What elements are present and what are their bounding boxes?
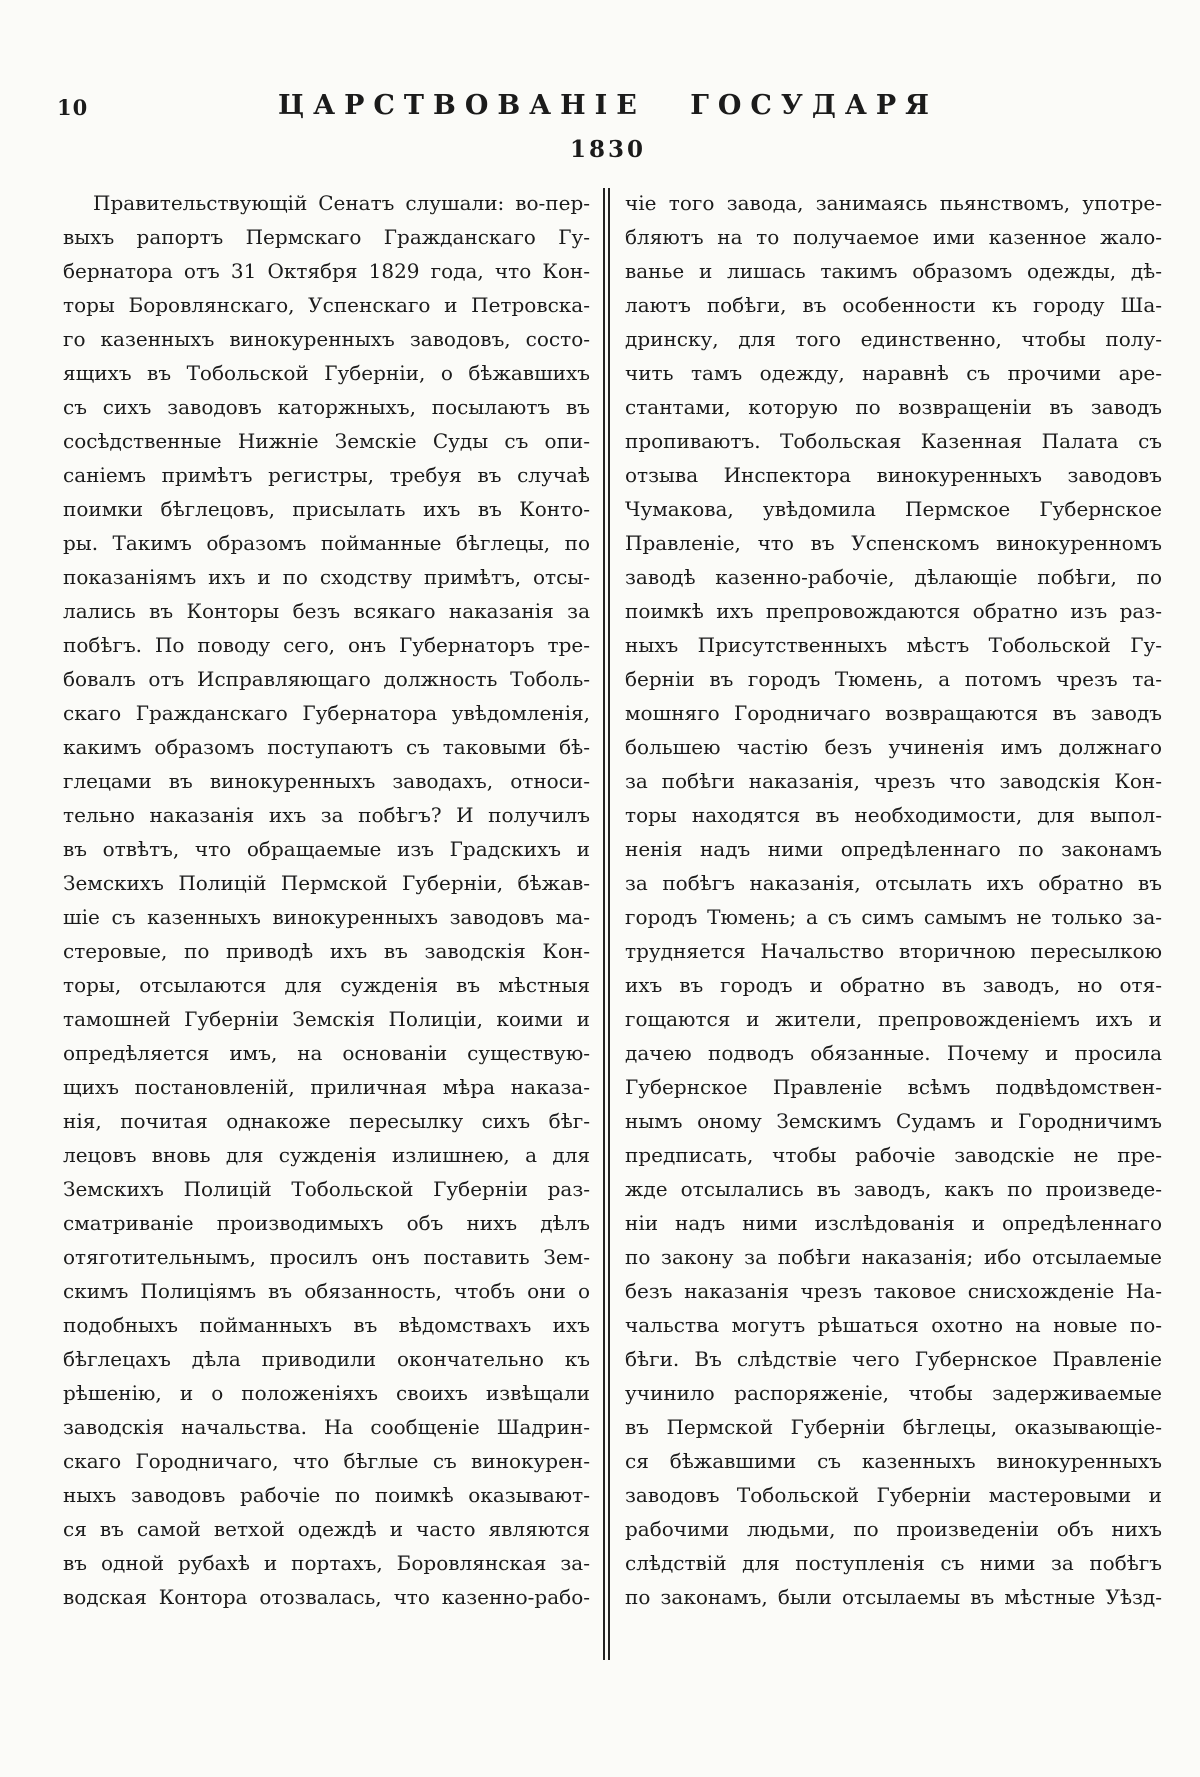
text-line: въ одной рубахѣ и портахъ, Боровлянская за- [63,1551,590,1575]
text-line: большею частію безъ учиненія имъ должнаго [625,735,1162,759]
text-line: ящихъ въ Тобольской Губерніи, о бѣжавшихъ [63,361,590,385]
text-line: скаго Гражданскаго Губернатора увѣдомленія, [63,701,590,725]
text-line: скимъ Полиціямъ въ обязанность, чтобъ они о [63,1279,590,1303]
text-line: сосѣдственные Нижніе Земскіе Суды съ опи- [63,429,590,453]
text-line: дринску, для того единственно, чтобы полу- [625,327,1162,351]
text-line: бляютъ на то получаемое ими казенное жало- [625,225,1162,249]
text-line: ся въ самой ветхой одеждѣ и часто являются [63,1517,590,1541]
text-line: какимъ образомъ поступаютъ съ таковыми бѣ- [63,735,590,759]
text-line: лецовъ вновь для сужденія излишнею, а для [63,1143,590,1167]
text-line: глецами въ винокуренныхъ заводахъ, относи- [63,769,590,793]
text-line: Правительствующій Сенатъ слушали: во-пер- [93,191,590,215]
text-line: го казенныхъ винокуренныхъ заводовъ, состо- [63,327,590,351]
column-divider [603,188,610,1660]
text-line: за побѣгъ наказанія, отсылать ихъ обратно въ [625,871,1162,895]
text-line: сматриваніе производимыхъ объ нихъ дѣлъ [63,1211,590,1235]
text-line: заводскія начальства. На сообщеніе Шадрин- [63,1415,590,1439]
text-line: городъ Тюмень; а съ симъ самымъ не только за- [625,905,1162,929]
text-line: Губернское Правленіе всѣмъ подвѣдомствен- [625,1075,1162,1099]
text-line: нія, почитая однакоже пересылку сихъ бѣг- [63,1109,590,1133]
text-line: заводѣ казенно-рабочіе, дѣлающіе побѣги, по [625,565,1162,589]
text-line: бѣги. Въ слѣдствіе чего Губернское Правленіе [625,1347,1162,1371]
text-line: отяготительнымъ, просилъ онъ поставить Зем- [63,1245,590,1269]
text-line: ванье и лишась такимъ образомъ одежды, дѣ- [625,259,1162,283]
text-line: бѣглецахъ дѣла приводили окончательно къ [63,1347,590,1371]
text-line: съ сихъ заводовъ каторжныхъ, посылаютъ въ [63,395,590,419]
text-line: ры. Такимъ образомъ пойманные бѣглецы, по [63,531,590,555]
text-line: опредѣляется имъ, на основаніи существую- [63,1041,590,1065]
text-line: саніемъ примѣтъ регистры, требуя въ случаѣ [63,463,590,487]
text-line: щихъ постановленій, приличная мѣра наказа- [63,1075,590,1099]
text-line: чальства могутъ рѣшаться охотно на новые по- [625,1313,1162,1337]
text-line: за побѣги наказанія, чрезъ что заводскія Кон- [625,769,1162,793]
text-line: слѣдствій для поступленія съ ними за побѣгъ [625,1551,1162,1575]
text-line: ненія надъ ними опредѣленнаго по законамъ [625,837,1162,861]
text-line: учинило распоряженіе, чтобы задерживаемые [625,1381,1162,1405]
text-line: ихъ въ городъ и обратно въ заводъ, но отя- [625,973,1162,997]
text-line: мошняго Городничаго возвращаются въ заводъ [625,701,1162,725]
running-title: ЦАРСТВОВАНІЕ ГОСУДАРЯ [278,90,938,121]
text-line: тельно наказанія ихъ за побѣгъ? И получилъ [63,803,590,827]
text-line: ныхъ заводовъ рабочіе по поимкѣ оказывают- [63,1483,590,1507]
text-line: по закону за побѣги наказанія; ибо отсылаемые [625,1245,1162,1269]
text-line: нымъ оному Земскимъ Судамъ и Городничимъ [625,1109,1162,1133]
text-line: трудняется Начальство вторичною пересылкою [625,939,1162,963]
text-line: предписать, чтобы рабочіе заводскіе не пре- [625,1143,1162,1167]
text-line: пропиваютъ. Тобольская Казенная Палата съ [625,429,1162,453]
text-line: выхъ рапортъ Пермскаго Гражданскаго Гу- [63,225,590,249]
page-number: 10 [57,95,89,120]
text-line: ніи надъ ними изслѣдованія и опредѣленнаго [625,1211,1162,1235]
text-line: бовалъ отъ Исправляющаго должность Тоболь- [63,667,590,691]
text-line: лаютъ побѣги, въ особенности къ городу Ша- [625,293,1162,317]
text-line: показаніямъ ихъ и по сходству примѣтъ, отсы- [63,565,590,589]
text-line: торы Боровлянскаго, Успенскаго и Петровска- [63,293,590,317]
text-line: чіе того завода, занимаясь пьянствомъ, употре- [625,191,1162,215]
left-column [63,186,590,1614]
text-line: Земскихъ Полицій Тобольской Губерніи раз- [63,1177,590,1201]
text-line: поимкѣ ихъ препровождаются обратно изъ раз- [625,599,1162,623]
text-line: ныхъ Присутственныхъ мѣстъ Тобольской Гу- [625,633,1162,657]
text-columns [63,186,1162,1660]
text-line: стантами, которую по возвращеніи въ заводъ [625,395,1162,419]
text-line: стеровые, по приводѣ ихъ въ заводскія Кон- [63,939,590,963]
text-line: отзыва Инспектора винокуренныхъ заводовъ [625,463,1162,487]
text-line: побѣгъ. По поводу сего, онъ Губернаторъ тре- [63,633,590,657]
text-line: гощаются и жители, препровожденіемъ ихъ и [625,1007,1162,1031]
text-line: въ отвѣтъ, что обращаемые изъ Градскихъ и [63,837,590,861]
text-line: Чумакова, увѣдомила Пермское Губернское [625,497,1162,521]
year-heading: 1830 [569,136,646,163]
text-line: въ Пермской Губерніи бѣглецы, оказывающіе- [625,1415,1162,1439]
text-line: ся бѣжавшими съ казенныхъ винокуренныхъ [625,1449,1162,1473]
text-line: тамошней Губерніи Земскія Полиціи, коими и [63,1007,590,1031]
text-line: заводовъ Тобольской Губерніи мастеровыми и [625,1483,1162,1507]
text-line: Правленіе, что въ Успенскомъ винокуренномъ [625,531,1162,555]
text-line: рѣшенію, и о положеніяхъ своихъ извѣщали [63,1381,590,1405]
text-line: рабочими людьми, по произведеніи объ нихъ [625,1517,1162,1541]
text-line: чить тамъ одежду, наравнѣ съ прочими аре- [625,361,1162,385]
text-line: берніи въ городъ Тюмень, а потомъ чрезъ та- [625,667,1162,691]
text-line: Земскихъ Полицій Пермской Губерніи, бѣжав- [63,871,590,895]
text-line: жде отсылались въ заводъ, какъ по произведе- [625,1177,1162,1201]
text-line: по законамъ, были отсылаемы въ мѣстные Уѣзд- [625,1585,1162,1609]
text-line: шіе съ казенныхъ винокуренныхъ заводовъ ма- [63,905,590,929]
text-line: водская Контора отозвалась, что казенно-рабо- [63,1585,590,1609]
text-line: дачею подводъ обязанные. Почему и просила [625,1041,1162,1065]
right-column [625,186,1162,1614]
text-line: поимки бѣглецовъ, присылать ихъ въ Конто- [63,497,590,521]
text-line: торы, отсылаются для сужденія въ мѣстныя [63,973,590,997]
text-line: скаго Городничаго, что бѣглые съ винокурен- [63,1449,590,1473]
text-line: безъ наказанія чрезъ таковое снисхожденіе На- [625,1279,1162,1303]
text-line: бернатора отъ 31 Октября 1829 года, что Кон- [63,259,590,283]
text-line: подобныхъ пойманныхъ въ вѣдомствахъ ихъ [63,1313,590,1337]
text-line: лались въ Конторы безъ всякаго наказанія за [63,599,590,623]
text-line: торы находятся въ необходимости, для выпол- [625,803,1162,827]
